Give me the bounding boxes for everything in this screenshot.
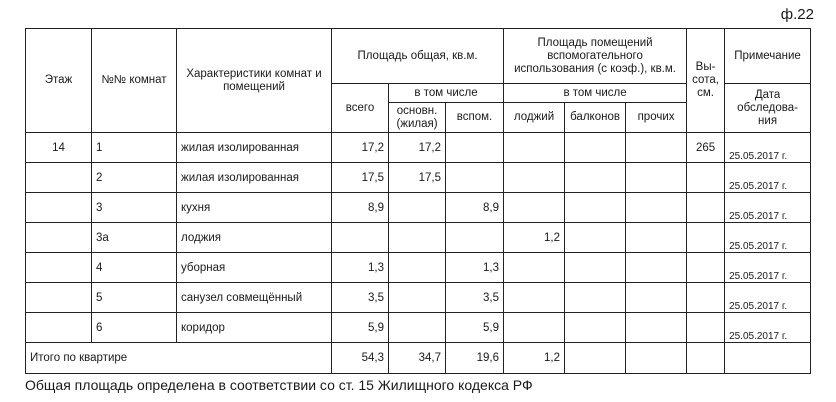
row-date: 25.05.2017 г.: [725, 253, 811, 283]
header-other: прочих: [626, 103, 687, 133]
table-row: [26, 163, 811, 193]
row-balcony: [565, 223, 626, 253]
row-total: 17,2: [332, 133, 389, 163]
row-aux: 5,9: [446, 313, 504, 343]
row-aux: [446, 223, 504, 253]
row-other: [626, 163, 687, 193]
row-loggia: [504, 163, 565, 193]
row-date: 25.05.2017 г.: [725, 163, 811, 193]
row-aux: 3,5: [446, 283, 504, 313]
row-main: [389, 253, 446, 283]
table-row: [26, 283, 811, 313]
row-floor: [26, 223, 92, 253]
row-description: жилая изолированная: [177, 163, 332, 193]
row-main: [389, 193, 446, 223]
row-balcony: [565, 133, 626, 163]
row-loggia: [504, 313, 565, 343]
area-table: [25, 28, 811, 374]
header-note: Примечание: [725, 29, 811, 84]
row-aux: [446, 133, 504, 163]
totals-main: 34,7: [389, 343, 446, 374]
row-room-number: 3: [92, 193, 177, 223]
row-loggia: [504, 253, 565, 283]
row-room-number: 4: [92, 253, 177, 283]
totals-label: Итого по квартире: [26, 343, 332, 374]
row-aux: 1,3: [446, 253, 504, 283]
row-date: 25.05.2017 г.: [725, 133, 811, 163]
row-other: [626, 223, 687, 253]
row-room-number: 2: [92, 163, 177, 193]
row-other: [626, 193, 687, 223]
row-date: 25.05.2017 г.: [725, 283, 811, 313]
header-incl-2: в том числе: [504, 84, 687, 103]
row-loggia: [504, 283, 565, 313]
row-aux: 8,9: [446, 193, 504, 223]
row-description: уборная: [177, 253, 332, 283]
row-main: [389, 313, 446, 343]
row-height: [687, 193, 725, 223]
row-other: [626, 133, 687, 163]
row-date: 25.05.2017 г.: [725, 223, 811, 253]
row-main: 17,5: [389, 163, 446, 193]
totals-loggia: 1,2: [504, 343, 565, 374]
row-description: лоджия: [177, 223, 332, 253]
row-height: 265: [687, 133, 725, 163]
row-floor: [26, 283, 92, 313]
row-total: 8,9: [332, 193, 389, 223]
row-other: [626, 283, 687, 313]
row-aux: [446, 163, 504, 193]
row-height: [687, 313, 725, 343]
row-loggia: [504, 193, 565, 223]
row-description: коридор: [177, 313, 332, 343]
table-row: [26, 133, 811, 163]
row-height: [687, 223, 725, 253]
header-rooms-no: №№ комнат: [92, 29, 177, 133]
header-main: основн. (жилая): [389, 103, 446, 133]
header-total: всего: [332, 84, 389, 133]
row-main: [389, 283, 446, 313]
row-total: 1,3: [332, 253, 389, 283]
header-incl-1: в том числе: [389, 84, 504, 103]
row-loggia: 1,2: [504, 223, 565, 253]
table-row: [26, 253, 811, 283]
row-date: 25.05.2017 г.: [725, 313, 811, 343]
header-survey-date: Дата обследова-ния: [725, 84, 811, 133]
row-balcony: [565, 163, 626, 193]
header-characteristics: Характеристики комнат и помещений: [177, 29, 332, 133]
table-row: [26, 223, 811, 253]
table-row: [26, 193, 811, 223]
row-room-number: 5: [92, 283, 177, 313]
row-floor: [26, 163, 92, 193]
row-balcony: [565, 283, 626, 313]
row-balcony: [565, 193, 626, 223]
totals-total: 54,3: [332, 343, 389, 374]
row-main: [389, 223, 446, 253]
row-description: жилая изолированная: [177, 133, 332, 163]
row-room-number: 6: [92, 313, 177, 343]
header-area-total: Площадь общая, кв.м.: [332, 29, 504, 84]
header-loggias: лоджий: [504, 103, 565, 133]
header-aux: вспом.: [446, 103, 504, 133]
row-room-number: 3а: [92, 223, 177, 253]
row-floor: 14: [26, 133, 92, 163]
row-total: [332, 223, 389, 253]
row-total: 5,9: [332, 313, 389, 343]
row-balcony: [565, 253, 626, 283]
row-date: 25.05.2017 г.: [725, 193, 811, 223]
row-floor: [26, 313, 92, 343]
row-other: [626, 313, 687, 343]
header-aux-area: Площадь помещений вспомогательного использования (с коэф.), кв.м.: [504, 29, 687, 84]
row-loggia: [504, 133, 565, 163]
totals-row: [26, 343, 811, 374]
row-balcony: [565, 313, 626, 343]
row-room-number: 1: [92, 133, 177, 163]
row-total: 17,5: [332, 163, 389, 193]
row-description: санузел совмещённый: [177, 283, 332, 313]
row-other: [626, 253, 687, 283]
form-number: ф.22: [780, 6, 814, 23]
row-height: [687, 163, 725, 193]
row-floor: [26, 253, 92, 283]
row-main: 17,2: [389, 133, 446, 163]
row-total: 3,5: [332, 283, 389, 313]
footnote: Общая площадь определена в соответствии со ст. 15 Жилищного кодекса РФ: [25, 377, 533, 393]
header-balconies: балконов: [565, 103, 626, 133]
totals-aux: 19,6: [446, 343, 504, 374]
row-height: [687, 253, 725, 283]
header-floor: Этаж: [26, 29, 92, 133]
row-description: кухня: [177, 193, 332, 223]
row-floor: [26, 193, 92, 223]
table-row: [26, 313, 811, 343]
row-height: [687, 283, 725, 313]
header-height: Вы-сота, см.: [687, 29, 725, 133]
